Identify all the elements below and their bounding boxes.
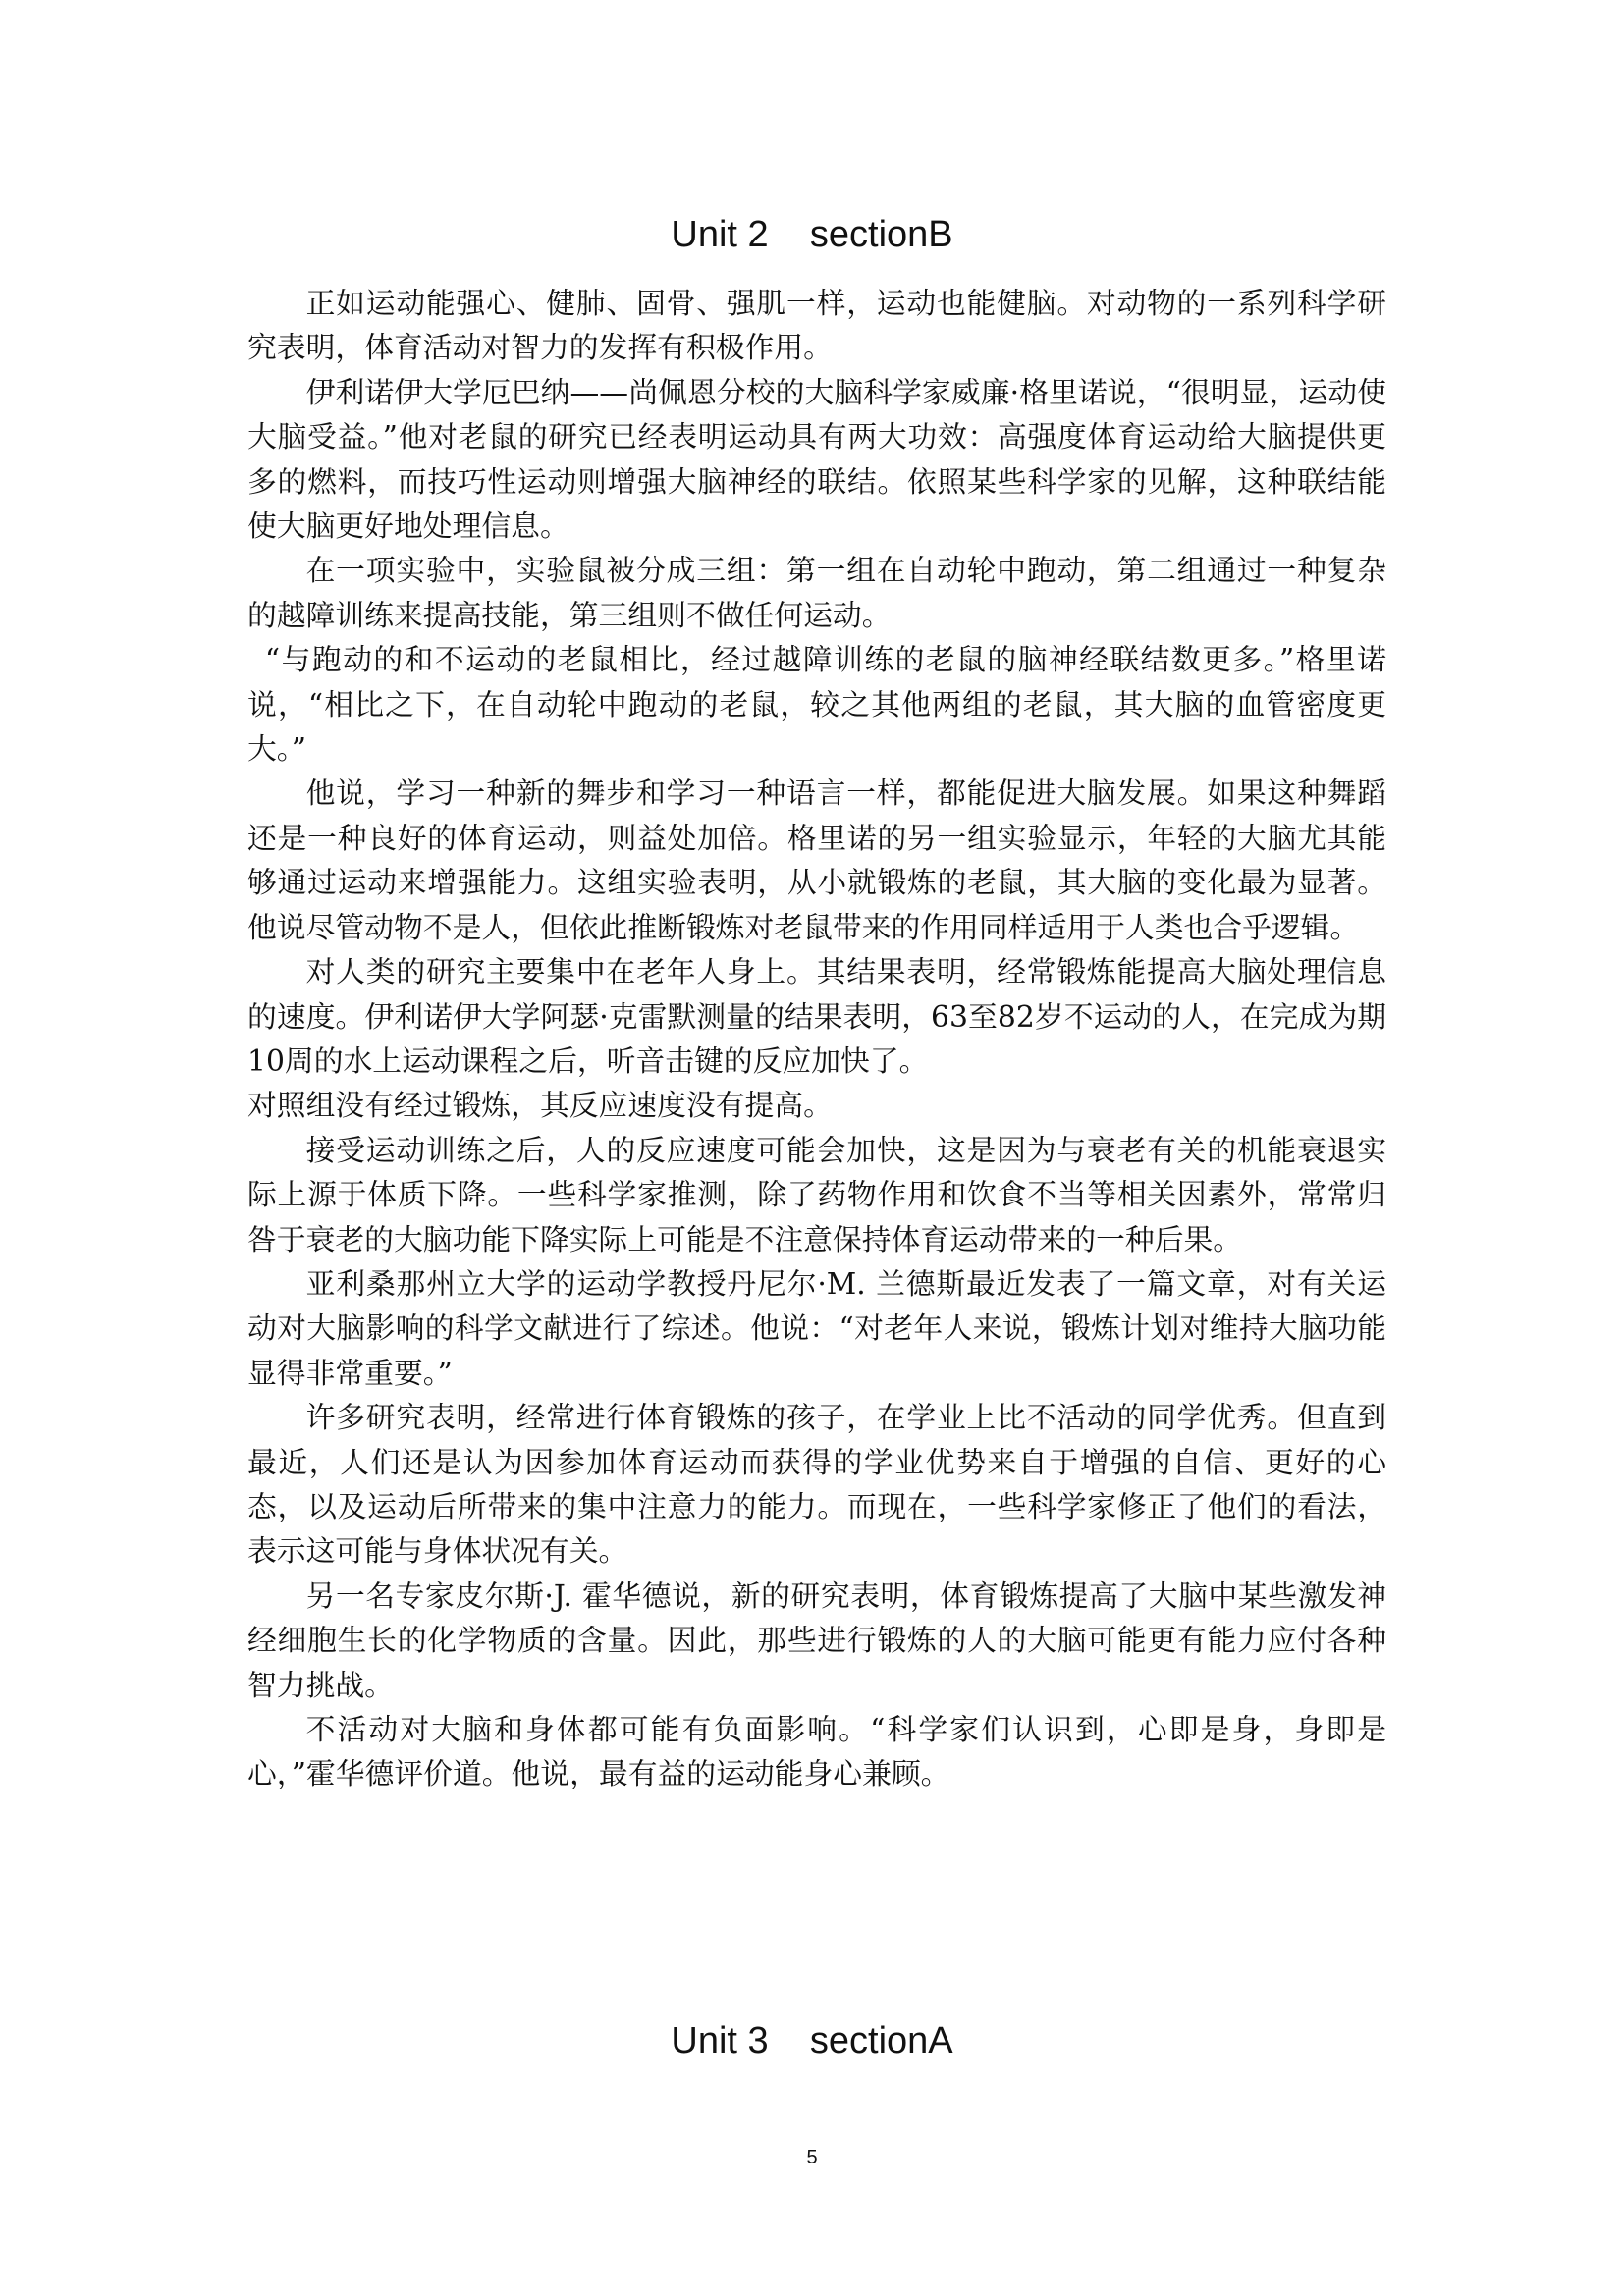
- section-heading-unit3: Unit 3 sectionA: [671, 2020, 953, 2061]
- paragraph: 正如运动能强心、健肺、固骨、强肌一样，运动也能健脑。对动物的一系列科学研究表明，体育活动对智力的发挥有积极作用。: [247, 287, 1386, 366]
- paragraph: 他说，学习一种新的舞步和学习一种语言一样，都能促进大脑发展。如果这种舞蹈还是一种良好的体育运动，则益处加倍。格里诺的另一组实验显示，年轻的大脑尤其能够通过运动来增强能力。这组实验表明，从小就锻炼的老鼠，其大脑的变化最为显著。他说尽管动物不是人，但依此推断锻炼对老鼠带来的作用同样适用于人类也合乎逻辑。: [247, 776, 1386, 945]
- paragraph: 对照组没有经过锻炼，其反应速度没有提高。: [247, 1089, 833, 1124]
- paragraph: “与跑动的和不运动的老鼠相比，经过越障训练的老鼠的脑神经联结数更多。”格里诺说，“相比之下，在自动轮中跑动的老鼠，较之其他两组的老鼠，其大脑的血管密度更大。”: [247, 643, 1386, 768]
- paragraph: 接受运动训练之后，人的反应速度可能会加快，这是因为与衰老有关的机能衰退实际上源于体质下降。一些科学家推测，除了药物作用和饮食不当等相关因素外，常常归咎于衰老的大脑功能下降实际上可能是不注意保持体育运动带来的一种后果。: [247, 1133, 1386, 1257]
- article-body: [247, 282, 1386, 1797]
- paragraph: 不活动对大脑和身体都可能有负面影响。“科学家们认识到，心即是身，身即是心，”霍华德评价道。他说，最有益的运动能身心兼顾。: [247, 1713, 1386, 1792]
- paragraph: 亚利桑那州立大学的运动学教授丹尼尔·M. 兰德斯最近发表了一篇文章，对有关运动对大脑影响的科学文献进行了综述。他说：“对老年人来说，锻炼计划对维持大脑功能显得非常重要。”: [247, 1266, 1386, 1391]
- paragraph: 对人类的研究主要集中在老年人身上。其结果表明，经常锻炼能提高大脑处理信息的速度。伊利诺伊大学阿瑟·克雷默测量的结果表明，63至82岁不运动的人，在完成为期10周的水上运动课程之后，听音击键的反应加快了。: [247, 955, 1386, 1079]
- paragraph: 另一名专家皮尔斯·J. 霍华德说，新的研究表明，体育锻炼提高了大脑中某些激发神经细胞生长的化学物质的含量。因此，那些进行锻炼的人的大脑可能更有能力应付各种智力挑战。: [247, 1578, 1386, 1703]
- section-heading-unit2: Unit 2 sectionB: [671, 214, 953, 255]
- page-number: 5: [806, 2147, 818, 2168]
- paragraph: 在一项实验中，实验鼠被分成三组：第一组在自动轮中跑动，第二组通过一种复杂的越障训练来提高技能，第三组则不做任何运动。: [247, 554, 1386, 633]
- paragraph: 许多研究表明，经常进行体育锻炼的孩子，在学业上比不活动的同学优秀。但直到最近，人们还是认为因参加体育运动而获得的学业优势来自于增强的自信、更好的心态，以及运动后所带来的集中注意力的能力。而现在，一些科学家修正了他们的看法，表示这可能与身体状况有关。: [247, 1401, 1386, 1570]
- paragraph: 伊利诺伊大学厄巴纳——尚佩恩分校的大脑科学家威廉·格里诺说，“很明显，运动使大脑受益。”他对老鼠的研究已经表明运动具有两大功效：高强度体育运动给大脑提供更多的燃料，而技巧性运动则增强大脑神经的联结。依照某些科学家的见解，这种联结能使大脑更好地处理信息。: [247, 375, 1386, 545]
